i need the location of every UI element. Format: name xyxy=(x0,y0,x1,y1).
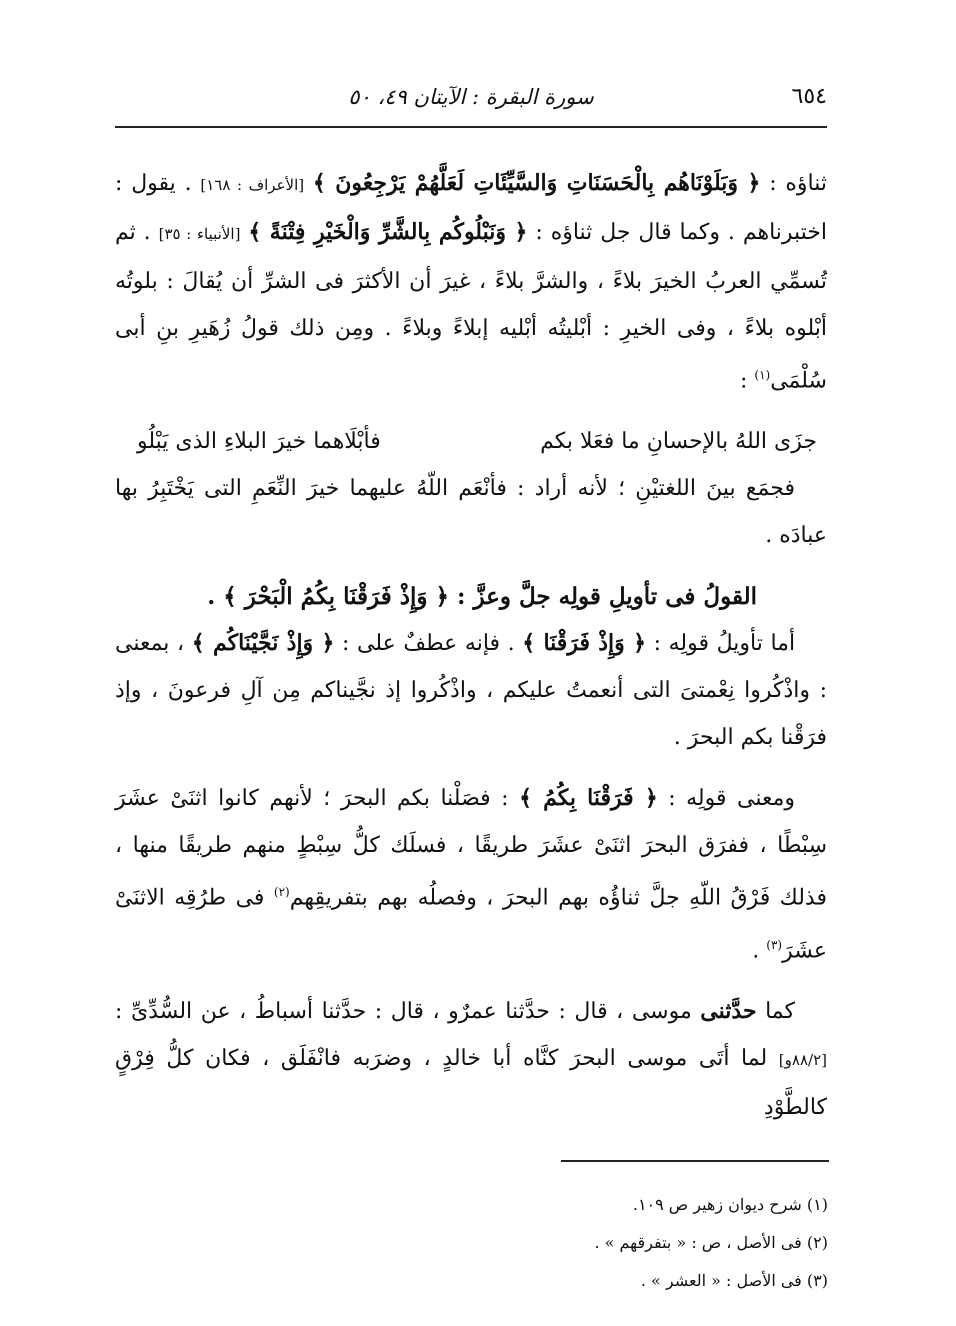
footnote: (١) شرح ديوان زهير ص ١٠٩. xyxy=(632,1195,828,1214)
text: ثناؤه : xyxy=(769,171,828,196)
text: . xyxy=(752,937,767,963)
text: ومعنى قولِه : xyxy=(668,786,795,812)
footnotes xyxy=(328,1186,828,1300)
text: . يقول : اختبرناهم . وكما قال جل ثناؤه : xyxy=(115,171,828,245)
footnote-separator xyxy=(561,1160,829,1162)
text: كما xyxy=(756,998,795,1024)
text: . فإنه عطفٌ على : xyxy=(341,631,515,657)
poetry-verse xyxy=(115,418,827,465)
paragraph-2: فجمَع بينَ اللغتيْنِ ؛ لأنه أراد : فأنْعَم اللّهُ عليهما خيرَ النِّعَمِ التى يَخْتَبِرُ بها عبادَه . xyxy=(115,476,827,549)
text: ، بمعنى : واذْكُروا نِعْمتىَ التى أنعمتُ عليكم ، واذْكُروا إذ نجَّيناكم مِن آلِ فرعونَ ، وإذ فرَقْنا بكم البحرَ . xyxy=(115,631,827,751)
running-head: سورة البقرة : الآيتان ٤٩، ٥٠ xyxy=(348,85,594,109)
body-text xyxy=(115,160,827,1131)
quran-reference: [الأنبياء : ٣٥] xyxy=(158,225,241,243)
paragraph-4 xyxy=(115,775,827,974)
isnad-keyword: حدَّثنى xyxy=(700,997,757,1024)
heading-text: . xyxy=(207,583,224,611)
footnote-marker: (٢) xyxy=(273,885,290,900)
quran-reference: [الأعراف : ١٦٨] xyxy=(200,176,305,194)
footnote-marker: (١) xyxy=(754,368,771,382)
quran-quote: ﴿ وَبَلَوْنَاهُم بِالْحَسَنَاتِ وَالسَّيِّئَاتِ لَعَلَّهُمْ يَرْجِعُونَ ﴾ xyxy=(312,170,761,196)
text: فى طرُقِه الاثنَىْ عشَرَ xyxy=(115,885,827,963)
page-number: ٦٥٤ xyxy=(791,84,827,109)
text: : فصَلْنا بكم البحرَ ؛ لأنهم كانوا اثنَىْ عشَرَ سِبْطًا ، ففرَق البحرَ اثنَىْ عشَرَ طريقًا ، فسلَك كلُّ سِبْطٍ منهم طريقًا منها ، فذلك فَرْقُ اللّهِ جلَّ ثناؤُه بهم البحرَ ، وفصلُه بهم بتفريقِهم xyxy=(115,786,827,911)
footnote-marker: (٣) xyxy=(766,937,783,952)
footnote: (٢) فى الأصل ، ص : « بتفرقهم » . xyxy=(594,1233,828,1252)
footnote: (٣) فى الأصل : « العشر » . xyxy=(640,1271,828,1290)
text: أما تأويلُ قولِه : xyxy=(653,631,796,657)
manuscript-reference: [٨٨/٢و] xyxy=(778,1050,827,1069)
quran-quote: ﴿ وَإِذْ فَرَقْنَا بِكُمُ الْبَحْرَ ﴾ xyxy=(223,583,449,611)
text: . ثم تُسمِّي العربُ الخيرَ بلاءً ، والشرَّ بلاءً ، غيرَ أن الأكثرَ فى الشرِّ أن يُقالَ : بلوتُه أبْلوه بلاءً ، وفى الخيرِ : أبْليتُه أبْليه إبلاءً وبلاءً . ومِن ذلك قولُ زُهَيرِ بنِ أبى سُلْمَى xyxy=(115,220,827,394)
verse-second-hemistich: فأبْلَاهما خيرَ البلاءِ الذى يَبْلُو xyxy=(137,429,381,455)
quran-quote: ﴿ وَنَبْلُوكُم بِالشَّرِّ وَالْخَيْرِ فِتْنَةً ﴾ xyxy=(248,219,528,245)
section-heading xyxy=(115,573,827,620)
paragraph-3 xyxy=(115,620,827,761)
quran-quote: ﴿ وَإِذْ فَرَقْنَا ﴾ xyxy=(522,630,646,657)
quran-quote: ﴿ وَإِذْ نَجَّيْنَاكُم ﴾ xyxy=(191,630,335,657)
heading-text: القولُ فى تأويلِ قولِه جلَّ وعزَّ : xyxy=(456,583,757,611)
quran-quote: ﴿ فَرَقْنَا بِكُمُ ﴾ xyxy=(519,785,658,812)
text: موسى ، قال : حدَّثنا عمرٌو ، قال : حدَّثنا أسباطُ ، عن السُّدِّىِّ : xyxy=(115,998,701,1024)
text: : xyxy=(739,368,755,394)
page-header xyxy=(115,82,827,128)
verse-first-hemistich: جزَى اللهُ بالإحسانِ ما فعَلا بكم xyxy=(540,429,817,455)
paragraph-1 xyxy=(115,160,827,404)
text: لما أتَى موسى البحرَ كنَّاه أبا خالدٍ ، وضرَبه فانْفَلَق ، فكان كلُّ فِرْقٍ كالطَّوْدِ xyxy=(115,1045,827,1120)
paragraph-5 xyxy=(115,988,827,1131)
